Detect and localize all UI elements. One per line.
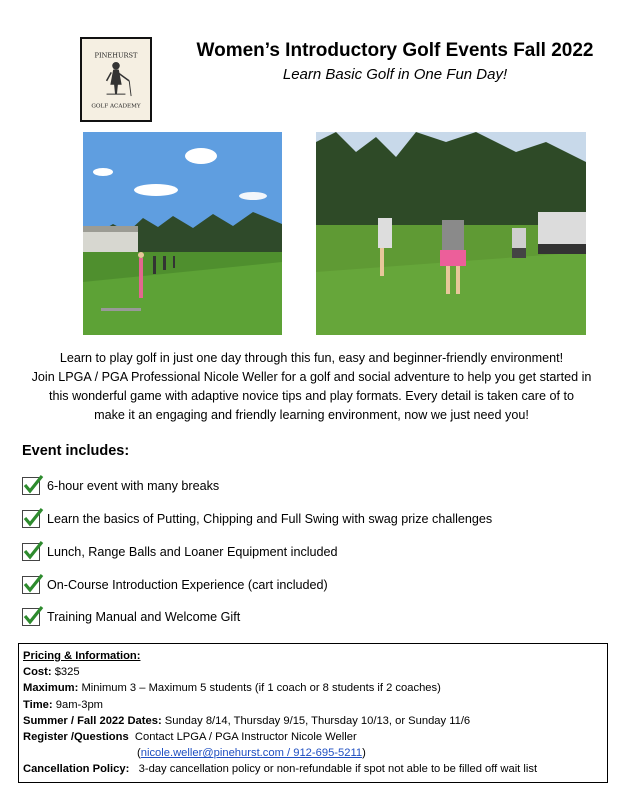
intro-line: this wonderful game with adaptive novice tips and play formats. Every detail is taken care of to [48,389,574,403]
checkbox-checked-icon [22,510,40,528]
contact-email-phone-link[interactable]: nicole.weller@pinehurst.com / 912-695-5211 [140,747,363,760]
intro-paragraph [14,349,609,425]
list-item [22,606,240,628]
pricing-heading: Pricing & Information: [23,650,141,662]
list-item [22,475,219,497]
list-item-label: Lunch, Range Balls and Loaner Equipment included [47,545,338,559]
time-label: Time: [23,698,53,711]
list-item-label: Learn the basics of Putting, Chipping and Full Swing with swag prize challenges [47,512,493,526]
list-item-label: 6-hour event with many breaks [47,479,220,493]
cost-label: Cost: [23,666,52,679]
event-includes-heading: Event includes: [22,443,130,459]
logo-top-text: PINEHURST [94,51,138,60]
cancellation-value: 3-day cancellation policy or non-refundable if spot not able to be filled off wait list [138,763,538,776]
contact-paren-close: ) [362,747,366,760]
driving-range-photo [83,132,282,335]
cost-value: $325 [54,666,80,679]
page-subtitle: Learn Basic Golf in One Fun Day! [282,66,508,83]
checkbox-checked-icon [22,543,40,561]
intro-line: Join LPGA / PGA Professional Nicole Weller for a golf and social adventure to help you get started in [31,370,592,384]
list-item [22,508,492,530]
golfer-emblem-icon [82,39,150,120]
checkbox-checked-icon [22,576,40,594]
practice-green-photo [316,132,586,335]
list-item [22,574,328,596]
intro-line: Learn to play golf in just one day through this fun, easy and beginner-friendly environment! [59,351,564,365]
logo-bottom-text: GOLF ACADEMY [91,103,141,110]
intro-line: make it an engaging and friendly learning environment, now we just need you! [94,408,529,422]
maximum-label: Maximum: [23,682,79,695]
pricing-info-box [18,643,608,783]
time-value: 9am-3pm [55,698,104,711]
register-value: Contact LPGA / PGA Instructor Nicole Weller [134,731,357,744]
contact-paren-open: ( [137,747,141,760]
list-item-label: Training Manual and Welcome Gift [47,610,241,624]
page-title: Women’s Introductory Golf Events Fall 2022 [196,40,594,61]
dates-label: Summer / Fall 2022 Dates: [23,714,162,727]
list-item [22,541,338,563]
dates-value: Sunday 8/14, Thursday 9/15, Thursday 10/13, or Sunday 11/6 [164,714,471,727]
checkbox-checked-icon [22,608,40,626]
list-item-label: On-Course Introduction Experience (cart included) [47,578,328,592]
cancellation-label: Cancellation Policy: [23,763,130,776]
checkbox-checked-icon [22,477,40,495]
maximum-value: Minimum 3 – Maximum 5 students (if 1 coach or 8 students if 2 coaches) [81,682,441,695]
register-label: Register /Questions [23,731,129,744]
pinehurst-golf-academy-logo [80,37,152,122]
